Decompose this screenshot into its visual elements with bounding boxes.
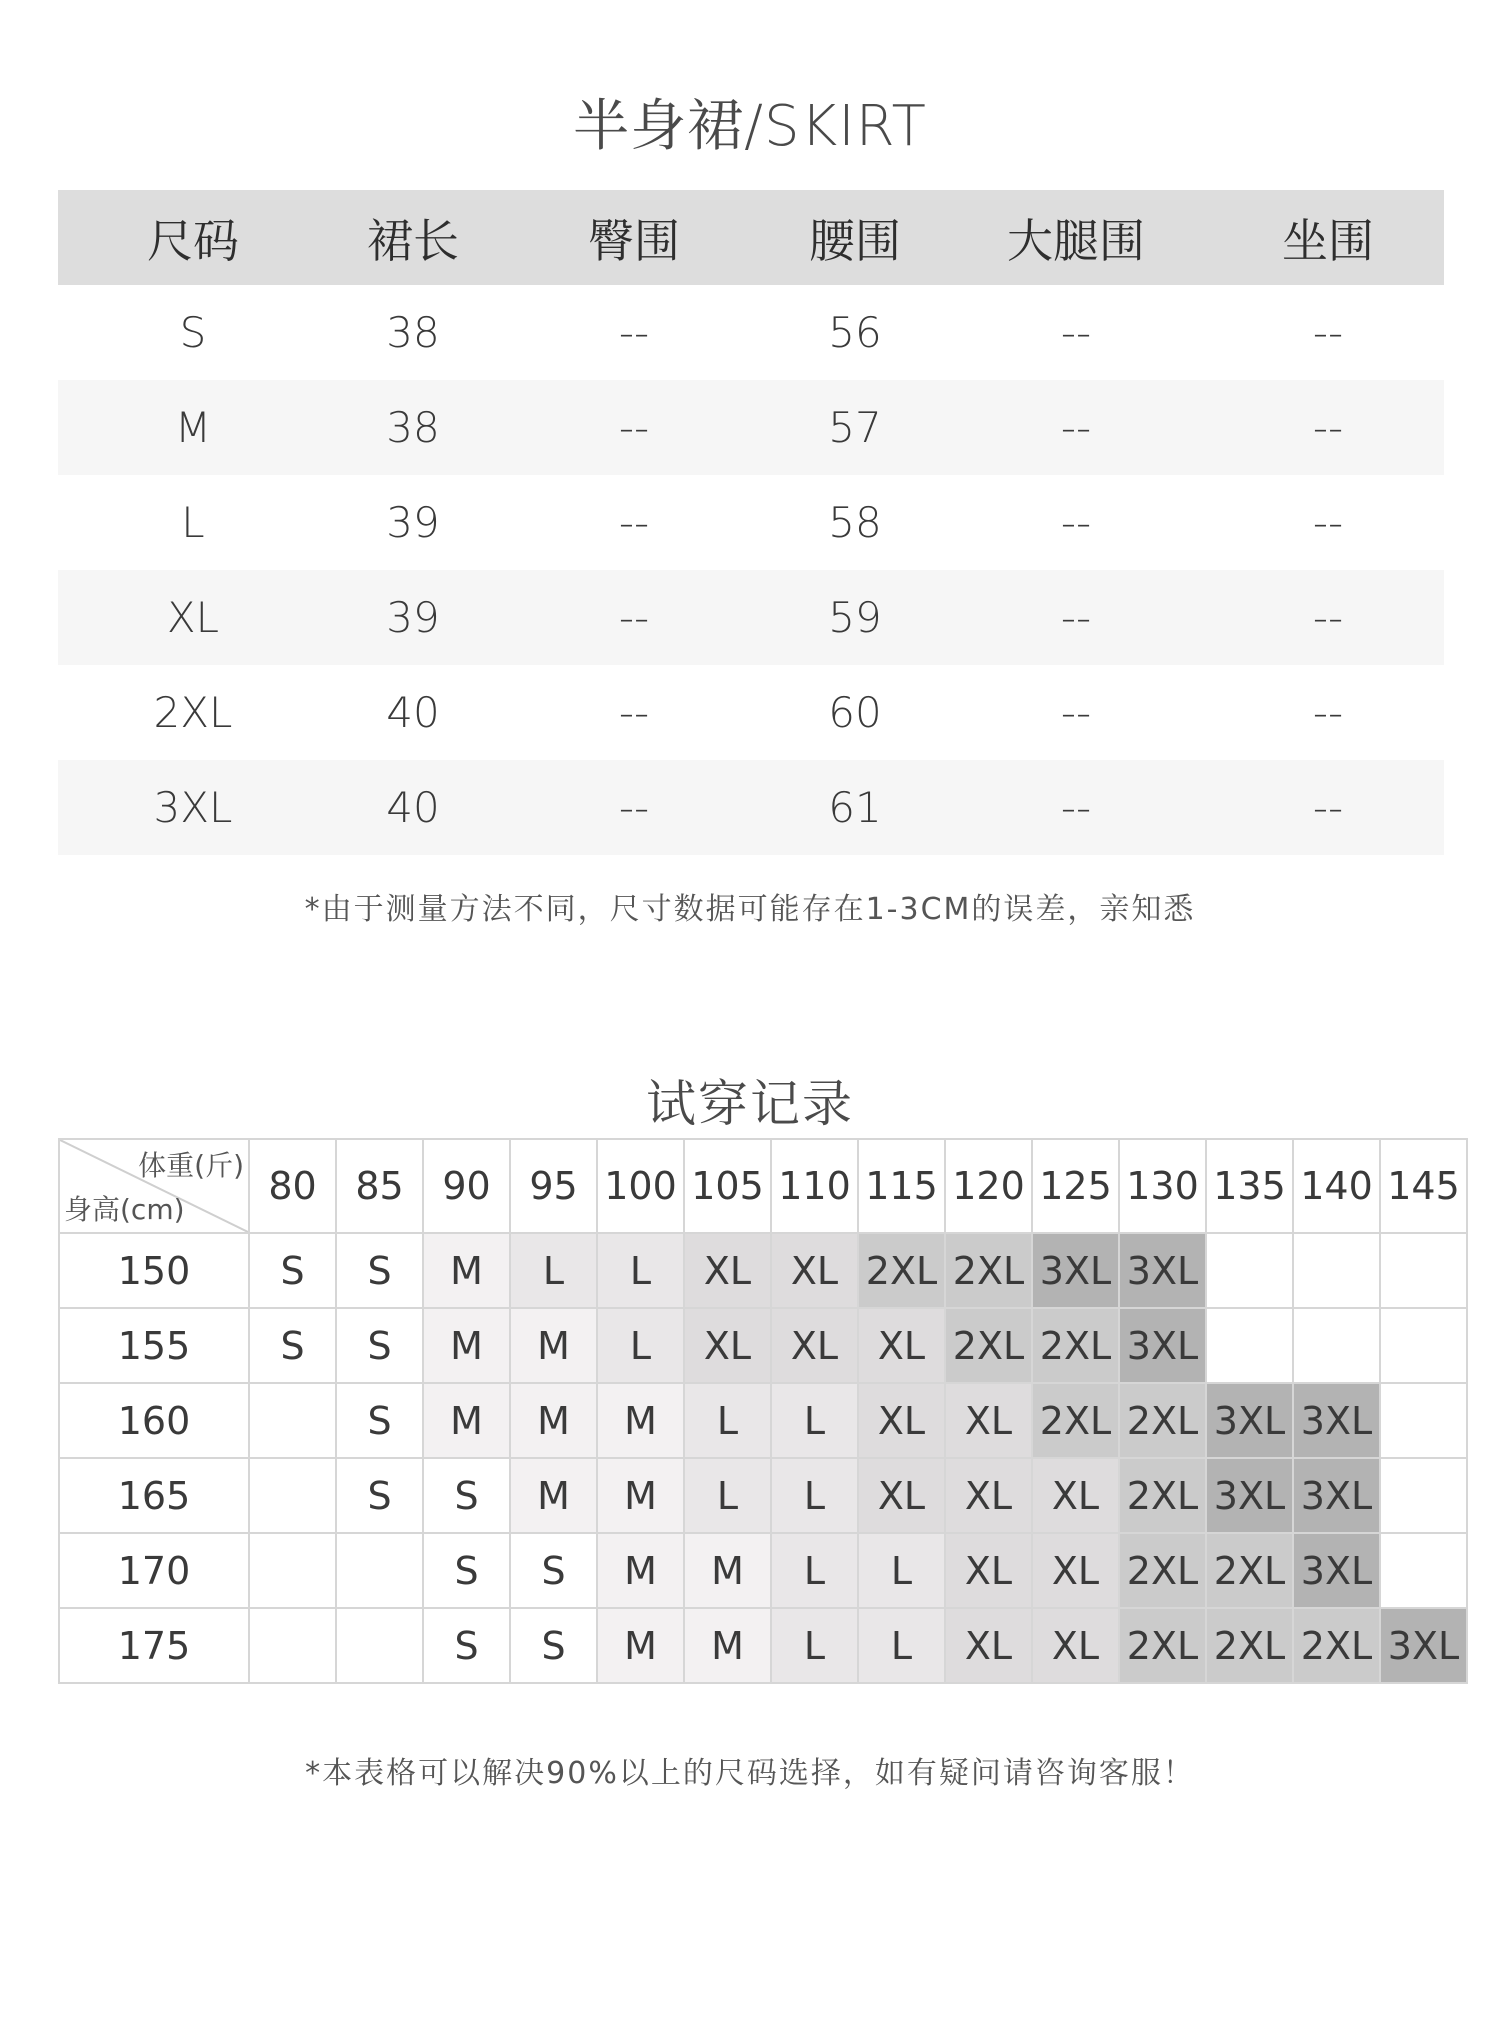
recommended-size-cell: S: [336, 1308, 423, 1383]
recommended-size-cell: XL: [1032, 1458, 1119, 1533]
measurement-cell: --: [498, 380, 770, 475]
recommended-size-cell: L: [771, 1533, 858, 1608]
weight-axis-label: 体重(斤): [138, 1149, 244, 1182]
trial-record-grid: [58, 1138, 1468, 1684]
recommended-size-cell: M: [597, 1383, 684, 1458]
recommended-size-cell: 2XL: [1032, 1383, 1119, 1458]
recommended-size-cell: 3XL: [1206, 1383, 1293, 1458]
trial-row: [59, 1383, 1467, 1458]
measurement-cell: 39: [328, 570, 498, 665]
trial-row: [59, 1608, 1467, 1683]
measurement-cell: --: [940, 475, 1212, 570]
recommended-size-cell: S: [510, 1533, 597, 1608]
recommended-size-cell: M: [510, 1458, 597, 1533]
recommended-size-cell: [249, 1458, 336, 1533]
size-label-cell: XL: [58, 570, 328, 665]
recommended-size-cell: M: [597, 1533, 684, 1608]
weight-col-header: 105: [684, 1139, 771, 1233]
recommended-size-cell: 2XL: [1119, 1608, 1206, 1683]
height-row-header: 170: [59, 1533, 249, 1608]
recommended-size-cell: L: [771, 1608, 858, 1683]
size-row: [58, 285, 1444, 380]
recommended-size-cell: S: [336, 1458, 423, 1533]
weight-col-header: 135: [1206, 1139, 1293, 1233]
weight-col-header: 85: [336, 1139, 423, 1233]
size-label-cell: S: [58, 285, 328, 380]
recommended-size-cell: M: [684, 1533, 771, 1608]
recommended-size-cell: XL: [858, 1458, 945, 1533]
size-label-cell: 2XL: [58, 665, 328, 760]
recommended-size-cell: S: [336, 1383, 423, 1458]
recommended-size-cell: XL: [945, 1383, 1032, 1458]
recommended-size-cell: L: [771, 1458, 858, 1533]
size-label-cell: L: [58, 475, 328, 570]
recommended-size-cell: 2XL: [1206, 1608, 1293, 1683]
size-row: [58, 475, 1444, 570]
recommended-size-cell: 3XL: [1380, 1608, 1467, 1683]
trial-row: [59, 1533, 1467, 1608]
recommended-size-cell: [249, 1608, 336, 1683]
recommended-size-cell: [336, 1608, 423, 1683]
recommended-size-cell: S: [423, 1608, 510, 1683]
measurement-cell: --: [498, 570, 770, 665]
recommended-size-cell: XL: [771, 1308, 858, 1383]
size-col-header: 尺码: [58, 190, 328, 285]
trial-row: [59, 1233, 1467, 1308]
recommended-size-cell: [249, 1383, 336, 1458]
measurement-cell: --: [498, 760, 770, 855]
size-col-header: 臀围: [498, 190, 770, 285]
size-row: [58, 665, 1444, 760]
measurement-cell: --: [498, 285, 770, 380]
weight-col-header: 125: [1032, 1139, 1119, 1233]
recommended-size-cell: L: [858, 1608, 945, 1683]
recommended-size-cell: M: [597, 1608, 684, 1683]
recommended-size-cell: S: [423, 1533, 510, 1608]
measurement-error-note: *由于测量方法不同，尺寸数据可能存在1-3CM的误差，亲知悉: [304, 892, 1196, 927]
measurement-cell: --: [1212, 380, 1444, 475]
size-row: [58, 570, 1444, 665]
recommended-size-cell: XL: [945, 1533, 1032, 1608]
measurement-cell: 39: [328, 475, 498, 570]
weight-col-header: 145: [1380, 1139, 1467, 1233]
measurement-cell: --: [1212, 665, 1444, 760]
recommended-size-cell: 2XL: [1032, 1308, 1119, 1383]
recommended-size-cell: 3XL: [1293, 1458, 1380, 1533]
size-col-header: 裙长: [328, 190, 498, 285]
trial-row: [59, 1308, 1467, 1383]
weight-col-header: 95: [510, 1139, 597, 1233]
recommended-size-cell: [1380, 1383, 1467, 1458]
measurement-cell: 58: [770, 475, 940, 570]
recommended-size-cell: 2XL: [945, 1233, 1032, 1308]
recommended-size-cell: 2XL: [1119, 1533, 1206, 1608]
height-row-header: 160: [59, 1383, 249, 1458]
size-label-cell: M: [58, 380, 328, 475]
recommended-size-cell: [1293, 1308, 1380, 1383]
recommended-size-cell: L: [771, 1383, 858, 1458]
recommended-size-cell: L: [858, 1533, 945, 1608]
measurement-cell: --: [940, 760, 1212, 855]
measurement-cell: 57: [770, 380, 940, 475]
recommended-size-cell: [1206, 1233, 1293, 1308]
recommended-size-cell: XL: [1032, 1533, 1119, 1608]
skirt-size-table: [58, 190, 1444, 855]
recommended-size-cell: 3XL: [1119, 1233, 1206, 1308]
measurement-cell: --: [940, 380, 1212, 475]
size-recommendation-note: *本表格可以解决90%以上的尺码选择，如有疑问请咨询客服！: [305, 1756, 1195, 1791]
recommended-size-cell: 3XL: [1206, 1458, 1293, 1533]
recommended-size-cell: S: [510, 1608, 597, 1683]
measurement-cell: --: [498, 665, 770, 760]
measurement-cell: 60: [770, 665, 940, 760]
measurement-cell: 38: [328, 285, 498, 380]
measurement-cell: --: [1212, 475, 1444, 570]
trial-row: [59, 1458, 1467, 1533]
size-col-header: 腰围: [770, 190, 940, 285]
recommended-size-cell: M: [510, 1308, 597, 1383]
size-row: [58, 380, 1444, 475]
height-axis-label: 身高(cm): [64, 1193, 185, 1226]
size-label-cell: 3XL: [58, 760, 328, 855]
recommended-size-cell: XL: [684, 1233, 771, 1308]
recommended-size-cell: [1380, 1458, 1467, 1533]
height-row-header: 150: [59, 1233, 249, 1308]
recommended-size-cell: XL: [771, 1233, 858, 1308]
skirt-section-title: 半身裙/SKIRT: [573, 94, 927, 159]
recommended-size-cell: M: [597, 1458, 684, 1533]
recommended-size-cell: XL: [858, 1308, 945, 1383]
weight-col-header: 90: [423, 1139, 510, 1233]
recommended-size-cell: XL: [1032, 1608, 1119, 1683]
recommended-size-cell: 2XL: [945, 1308, 1032, 1383]
recommended-size-cell: M: [684, 1608, 771, 1683]
recommended-size-cell: 2XL: [1119, 1458, 1206, 1533]
recommended-size-cell: XL: [684, 1308, 771, 1383]
measurement-cell: 61: [770, 760, 940, 855]
measurement-cell: --: [940, 570, 1212, 665]
measurement-cell: --: [1212, 285, 1444, 380]
measurement-cell: 38: [328, 380, 498, 475]
recommended-size-cell: 2XL: [1119, 1383, 1206, 1458]
weight-col-header: 115: [858, 1139, 945, 1233]
recommended-size-cell: [1206, 1308, 1293, 1383]
weight-col-header: 130: [1119, 1139, 1206, 1233]
recommended-size-cell: 2XL: [1293, 1608, 1380, 1683]
recommended-size-cell: 3XL: [1293, 1383, 1380, 1458]
recommended-size-cell: M: [423, 1308, 510, 1383]
measurement-cell: 40: [328, 760, 498, 855]
recommended-size-cell: XL: [945, 1608, 1032, 1683]
recommended-size-cell: S: [336, 1233, 423, 1308]
recommended-size-cell: XL: [858, 1383, 945, 1458]
weight-col-header: 110: [771, 1139, 858, 1233]
recommended-size-cell: 2XL: [858, 1233, 945, 1308]
recommended-size-cell: S: [423, 1458, 510, 1533]
recommended-size-cell: 3XL: [1119, 1308, 1206, 1383]
measurement-cell: --: [1212, 570, 1444, 665]
recommended-size-cell: 3XL: [1293, 1533, 1380, 1608]
recommended-size-cell: [1293, 1233, 1380, 1308]
recommended-size-cell: M: [510, 1383, 597, 1458]
recommended-size-cell: [336, 1533, 423, 1608]
size-table-header-row: [58, 190, 1444, 285]
measurement-cell: --: [498, 475, 770, 570]
trial-record-title: 试穿记录: [646, 1075, 854, 1133]
weight-col-header: 100: [597, 1139, 684, 1233]
height-row-header: 175: [59, 1608, 249, 1683]
recommended-size-cell: L: [510, 1233, 597, 1308]
measurement-cell: 56: [770, 285, 940, 380]
recommended-size-cell: L: [597, 1233, 684, 1308]
recommended-size-cell: 3XL: [1032, 1233, 1119, 1308]
recommended-size-cell: [1380, 1233, 1467, 1308]
recommended-size-cell: S: [249, 1308, 336, 1383]
size-col-header: 大腿围: [940, 190, 1212, 285]
measurement-cell: --: [940, 665, 1212, 760]
recommended-size-cell: L: [597, 1308, 684, 1383]
recommended-size-cell: [1380, 1533, 1467, 1608]
recommended-size-cell: [1380, 1308, 1467, 1383]
weight-header-row: [59, 1139, 1467, 1233]
recommended-size-cell: XL: [945, 1458, 1032, 1533]
weight-col-header: 80: [249, 1139, 336, 1233]
measurement-cell: 40: [328, 665, 498, 760]
weight-col-header: 140: [1293, 1139, 1380, 1233]
recommended-size-cell: M: [423, 1233, 510, 1308]
recommended-size-cell: S: [249, 1233, 336, 1308]
measurement-cell: --: [1212, 760, 1444, 855]
recommended-size-cell: 2XL: [1206, 1533, 1293, 1608]
size-row: [58, 760, 1444, 855]
weight-col-header: 120: [945, 1139, 1032, 1233]
recommended-size-cell: M: [423, 1383, 510, 1458]
recommended-size-cell: L: [684, 1383, 771, 1458]
size-col-header: 坐围: [1212, 190, 1444, 285]
measurement-cell: 59: [770, 570, 940, 665]
height-row-header: 165: [59, 1458, 249, 1533]
recommended-size-cell: [249, 1533, 336, 1608]
recommended-size-cell: L: [684, 1458, 771, 1533]
height-row-header: 155: [59, 1308, 249, 1383]
grid-corner-cell: [59, 1139, 249, 1233]
measurement-cell: --: [940, 285, 1212, 380]
